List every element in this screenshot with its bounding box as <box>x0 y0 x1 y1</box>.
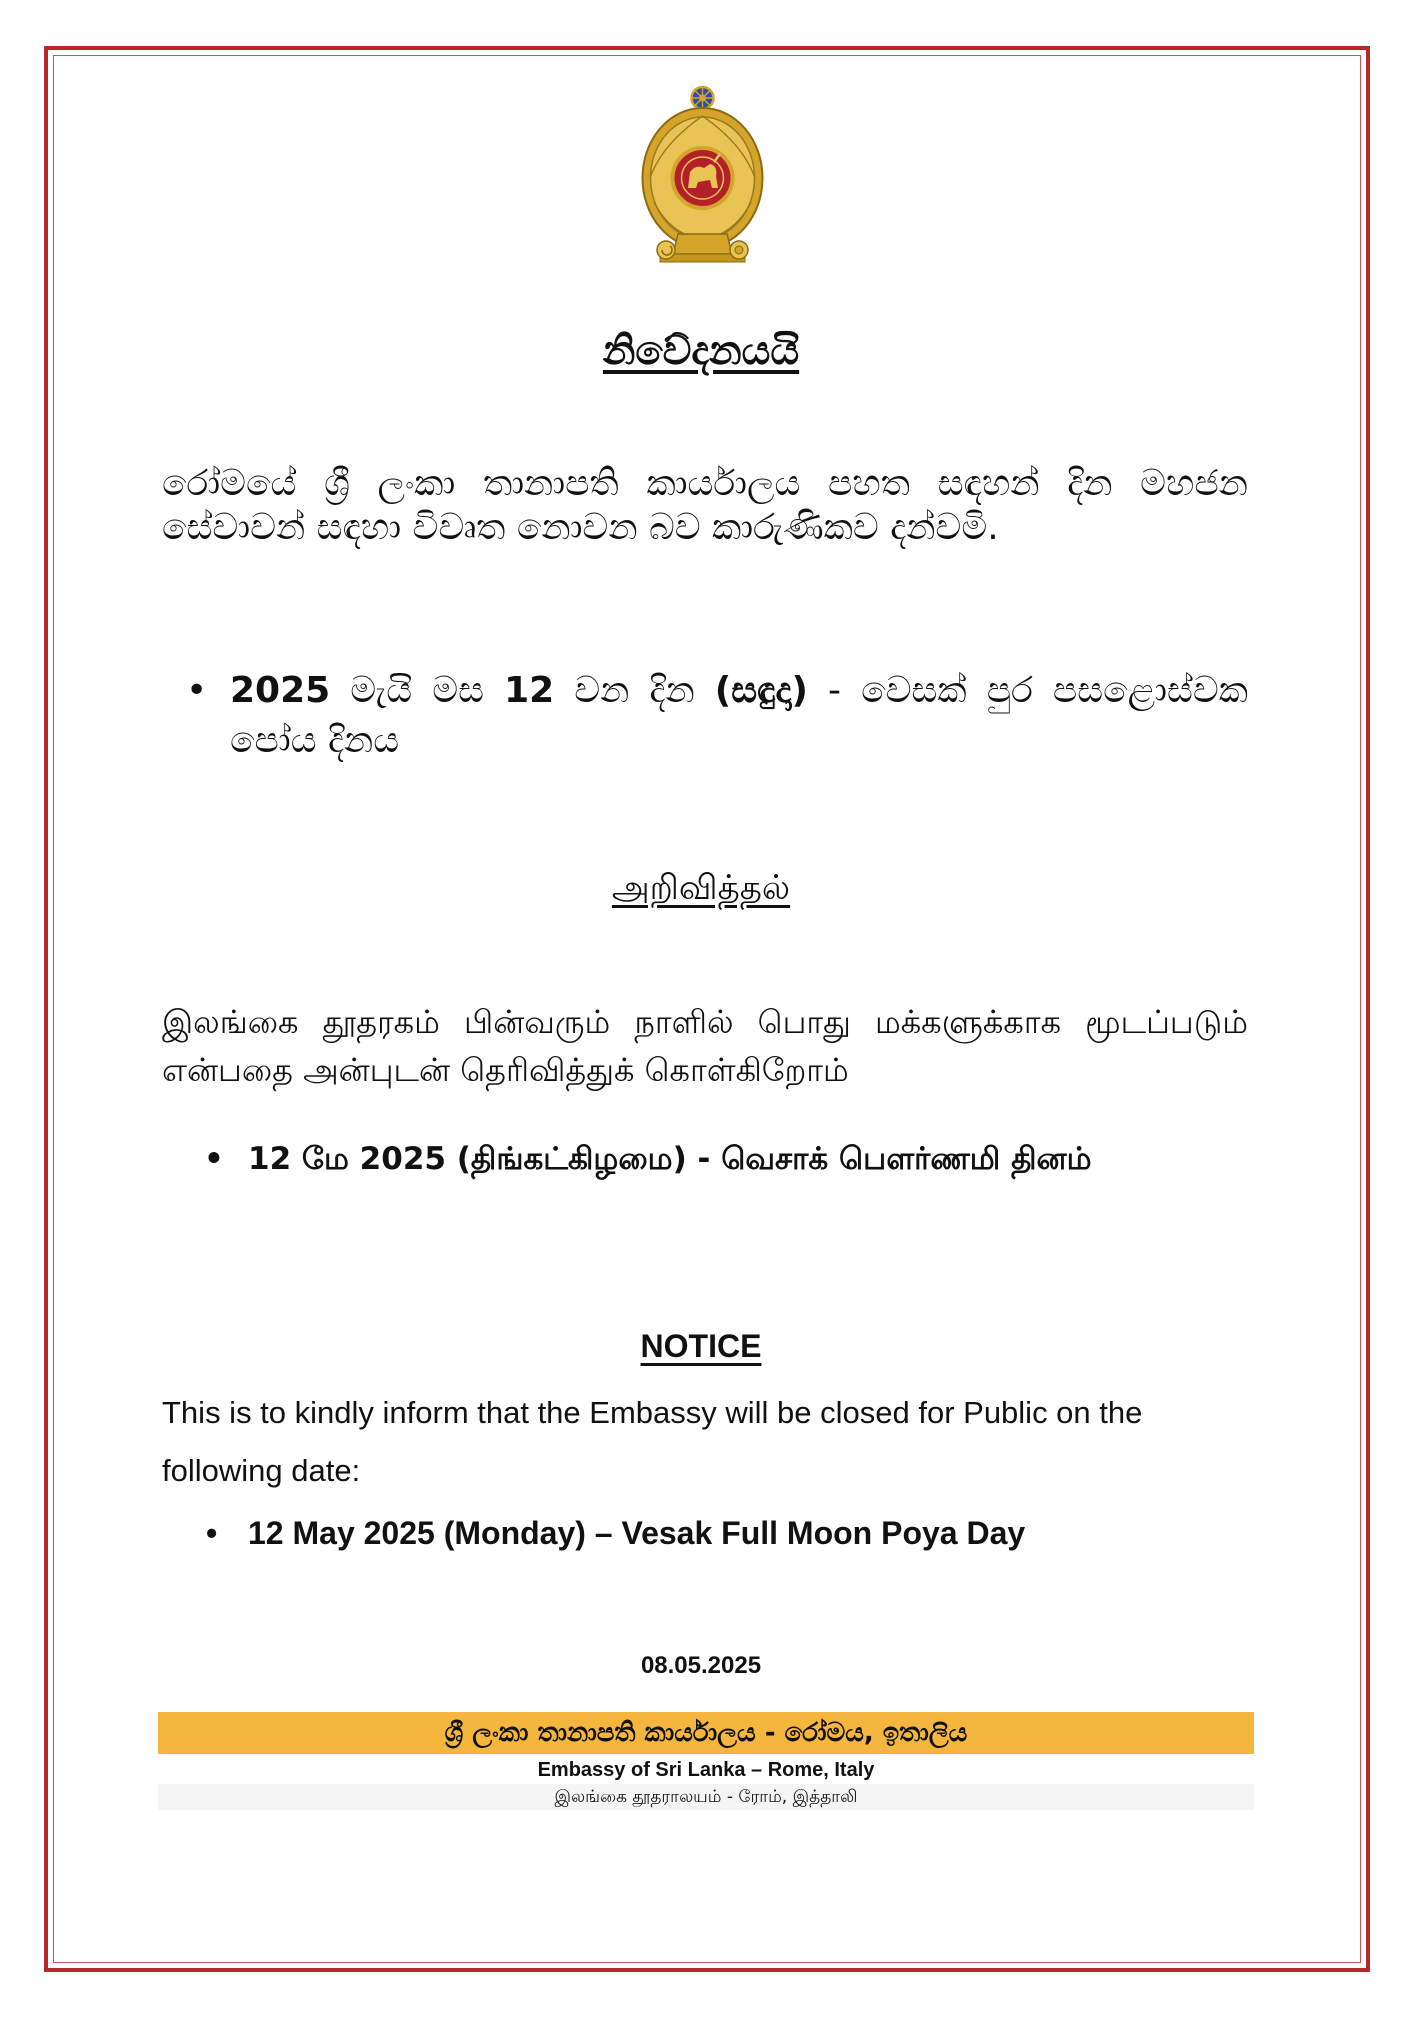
sinhala-bullet-connector: වන දින <box>554 670 715 711</box>
footer-tamil: இலங்கை தூதராலயம் - ரோம், இத்தாலி <box>158 1784 1254 1810</box>
english-bullet-text: 12 May 2025 (Monday) – Vesak Full Moon Poya Day <box>248 1515 1026 1551</box>
sinhala-bullet-day: 12 <box>504 670 555 711</box>
sinhala-bullet-text <box>230 666 1248 766</box>
tamil-bullet-text: 12 மே 2025 (திங்கட்கிழமை) - வெசாக் பௌர்ணமி தினம் <box>248 1141 1092 1177</box>
tamil-paragraph: இலங்கை தூதரகம் பின்வரும் நாளில் பொது மக்களுக்காக மூடப்படும் என்பதை அன்புடன் தெரிவித்துக் கொள்கிறோம் <box>162 1003 1248 1089</box>
sinhala-heading: නිවේදනයයි <box>602 328 800 374</box>
bullet-dot-icon: • <box>204 1141 224 1177</box>
notice-date: 08.05.2025 <box>640 1652 762 1679</box>
bullet-dot-icon: • <box>186 670 208 711</box>
sinhala-paragraph: රෝමයේ ශ්‍රී ලංකා තානාපති කාර්යාලය පහත සඳහන් දින මහජන සේවාවන් සඳහා විවෘත නොවන බව කාරුණිකව දන්වමි. <box>162 463 1248 548</box>
sinhala-bullet-year: 2025 <box>230 670 331 711</box>
sinhala-bullet-weekday: (සඳුදා) <box>714 670 808 711</box>
sinhala-bullet-occasion: - වෙසක් පුර පසළොස්වක පෝය දිනය <box>230 670 1248 761</box>
footer-sinhala: ශ්‍රී ලංකා තානාපති කාර්යාලය - රෝමය, ඉතාලිය <box>158 1712 1254 1754</box>
sinhala-bullet-month: මැයි මස <box>330 670 505 711</box>
footer-english: Embassy of Sri Lanka – Rome, Italy <box>537 1759 875 1781</box>
tamil-heading: அறிவித்தல் <box>611 868 791 908</box>
sri-lanka-national-emblem-icon <box>640 84 765 269</box>
bullet-dot-icon: • <box>206 1515 218 1551</box>
english-paragraph: This is to kindly inform that the Embassy will be closed for Public on the following date: <box>162 1395 1143 1488</box>
english-heading: NOTICE <box>640 1328 762 1364</box>
